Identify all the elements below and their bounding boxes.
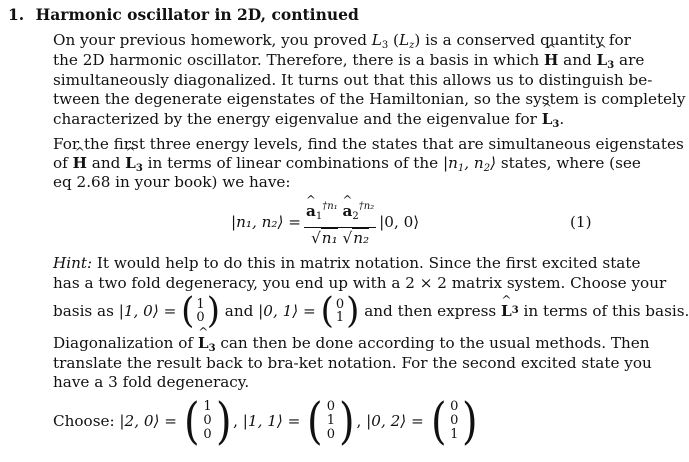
problem-title: Harmonic oscillator in 2D, continued — [35, 5, 359, 24]
hint-line3: basis as |1, 0⟩ = ( 1 0 ) and |0, 1⟩ = ( 0 1 ) and then express ^ L 3 in terms of this basis. — [53, 292, 689, 330]
para1-line4: tween the degenerate eigenstates of the Hamiltonian, so the system is completely — [53, 90, 686, 108]
para2-line3: eq 2.68 in your book) we have: — [53, 173, 291, 191]
equation-lhs: |n₁, n₂⟩ = — [231, 213, 301, 231]
para2-line1: For the first three energy levels, find the states that are simultaneous eigenstates — [53, 135, 684, 153]
hint-line2: has a two fold degeneracy, you end up with a 2 × 2 matrix system. Choose your — [53, 274, 667, 292]
para1-line5: characterized by the energy eigenvalue and the eigenvalue for ^ $L_3$. — [53, 109, 564, 135]
hint-line1: Hint: It would help to do this in matrix notation. Since the first excited state — [53, 254, 641, 272]
equation-1 — [231, 200, 420, 247]
equation-number: (1) — [570, 213, 592, 231]
l-hat-symbol: ^ L — [597, 50, 608, 70]
state-vector-02: ( 0 0 1 ) — [430, 392, 478, 450]
equation-fraction: ^ $\frac{a_1^{\dagger n_1} \^{} a_2^{\dagger n_2}}{\text{√n₁ √n₂}}$ — [304, 198, 376, 247]
problem-number: 1. — [8, 5, 25, 24]
hint-line4: Diagonalization of ^ $L_3$ can then be done according to the usual methods. Then — [53, 333, 650, 359]
para1-line3: simultaneously diagonalized. It turns out that this allows us to distinguish be- — [53, 71, 653, 89]
h-hat-symbol: ^ H — [544, 50, 558, 70]
state-vector-20: ( 1 0 0 ) — [183, 392, 232, 450]
equation-rhs: |0, 0⟩ — [379, 213, 420, 231]
hint-line6: have a 3 fold degeneracy. — [53, 373, 250, 391]
basis-vector-10: ( 1 0 ) — [181, 290, 220, 332]
choose-line: Choose: |2, 0⟩ = ( 1 0 0 ) , |1, 1⟩ = ( 0 1 0 ) , |0, 2⟩ = ( 0 0 1 ) — [53, 392, 478, 450]
problem-heading — [8, 5, 359, 25]
hint-line5: translate the result back to bra-ket notation. For the second excited state you — [53, 354, 652, 372]
hint-label: Hint: — [53, 254, 93, 272]
para1-line2: the 2D harmonic oscillator. Therefore, there is a basis in which ^ H and ^ $L_3$ are — [53, 50, 644, 76]
para2-line2: of ^ H and ^ $L_3$ in terms of linear combinations of the $|n_1$, $n_2⟩$ states, where (see — [53, 153, 641, 179]
para1-line1: On your previous homework, you proved $L_3$ $(L_z)$ is a conserved quantity for — [53, 31, 631, 51]
basis-vector-01: ( 0 1 ) — [320, 290, 360, 332]
state-vector-11: ( 0 1 0 ) — [307, 392, 355, 450]
